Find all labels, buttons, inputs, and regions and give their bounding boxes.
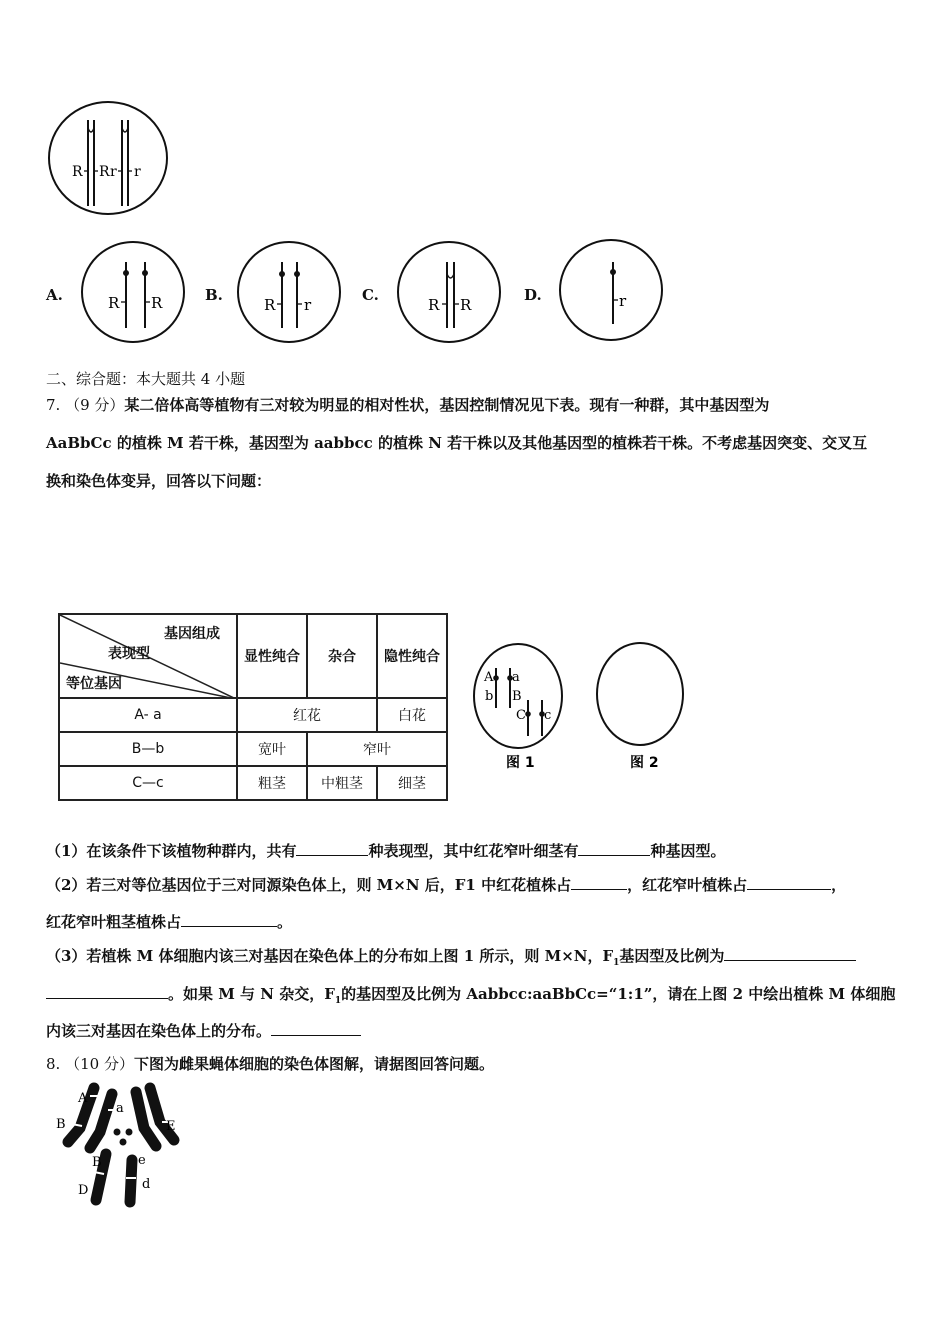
q7-part3-sub1: 1 <box>613 958 620 968</box>
row-c-thick: 粗茎 <box>237 766 307 800</box>
fig2-caption: 图 2 <box>630 755 659 771</box>
q8-label-B-top: B <box>56 1117 66 1132</box>
q8-label-a: a <box>116 1101 124 1116</box>
blank-drawing-answer[interactable] <box>271 1020 361 1036</box>
header-phenotype: 表现型 <box>108 646 150 662</box>
option-d-cell[interactable] <box>556 236 668 344</box>
q7-part2-d: 红花窄叶粗茎植株占 <box>46 913 182 931</box>
q7-part3-c: 。如果 M 与 N 杂交，F <box>168 985 335 1003</box>
row-c-gene: C—c <box>59 766 237 800</box>
fig1-caption: 图 1 <box>506 755 535 771</box>
blank-f1-genotype-2[interactable] <box>46 983 168 999</box>
row-b-gene: B—b <box>59 732 237 766</box>
figure-1-cell <box>470 640 566 780</box>
q7-part3-d: 的基因型及比例为 Aabbcc:aaBbCc=“1:1”，请在上图 2 中绘出植株 M 体细胞 <box>341 985 896 1003</box>
q7-stem-line2: AaBbCc 的植株 M 若干株，基因型为 aabbcc 的植株 N 若干株以及其他基因型的植株若干株。不考虑基因突变、交叉互 <box>46 434 868 452</box>
q7-part3-b: 基因型及比例为 <box>619 947 725 965</box>
option-a-letter[interactable]: A. <box>46 286 63 304</box>
fruitfly-chromosome-figure <box>50 1082 200 1212</box>
q8-label-d: d <box>142 1177 151 1192</box>
table-header-diagonal <box>59 614 237 698</box>
figure-2-cell[interactable] <box>592 640 688 780</box>
blank-f1-genotype-1[interactable] <box>724 945 856 961</box>
q7-part2-b: ，红花窄叶植株占 <box>627 876 748 894</box>
q7-part2-line1 <box>46 874 846 895</box>
option-b-letter[interactable]: B. <box>205 286 223 304</box>
row-b-wide: 宽叶 <box>237 732 307 766</box>
q7-number: 7. <box>46 396 61 414</box>
col-dominant-homozygous: 显性纯合 <box>237 614 307 698</box>
col-heterozygous: 杂合 <box>307 614 377 698</box>
option-a-cell[interactable] <box>78 238 190 346</box>
fig1-label-C: C <box>516 708 526 723</box>
option-b-label-1: R <box>264 296 276 314</box>
option-a-label-2: R <box>151 294 163 312</box>
blank-red-narrow-ratio[interactable] <box>747 874 831 890</box>
row-b-narrow: 窄叶 <box>307 732 447 766</box>
row-c-thin: 细茎 <box>377 766 447 800</box>
header-allele: 等位基因 <box>66 676 122 692</box>
fig1-label-a: a <box>512 670 520 685</box>
blank-red-ratio[interactable] <box>571 874 627 890</box>
top-label-4: r <box>134 164 141 180</box>
option-d-label-1: r <box>619 292 627 310</box>
option-a-label-1: R <box>108 294 120 312</box>
q8-stem <box>46 1054 494 1074</box>
q7-stem-line3: 换和染色体变异，回答以下问题： <box>46 472 272 490</box>
fig1-label-b: b <box>485 689 494 704</box>
q8-label-e: e <box>138 1153 146 1168</box>
q8-stem-text: 下图为雌果蝇体细胞的染色体图解，请据图回答问题。 <box>133 1055 494 1073</box>
q8-label-B-mid: B <box>92 1155 102 1170</box>
top-cell-figure <box>44 98 174 220</box>
fig1-label-B: B <box>512 689 522 704</box>
option-d-letter[interactable]: D. <box>524 286 542 304</box>
q7-part1-b: 种表现型，其中红花窄叶细茎有 <box>368 842 579 860</box>
fig1-label-A: A <box>484 670 494 685</box>
option-c-label-2: R <box>460 296 472 314</box>
q7-part3-line3 <box>46 1020 361 1041</box>
top-label-3: r <box>110 164 117 180</box>
option-b-cell[interactable] <box>234 238 346 346</box>
q7-stem-text1: 某二倍体高等植物有三对较为明显的相对性状，基因控制情况见下表。现有一种群，其中基因型为 <box>124 396 770 414</box>
row-a-white: 白花 <box>377 698 447 732</box>
section-heading: 二、综合题：本大题共 4 小题 <box>46 370 246 388</box>
q7-score: （9 分） <box>65 396 125 414</box>
fig1-label-c: c <box>544 708 552 723</box>
q7-part2-e: 。 <box>277 913 293 931</box>
top-label-2: R <box>99 164 110 180</box>
option-c-label-1: R <box>428 296 440 314</box>
q8-score: （10 分） <box>65 1055 134 1073</box>
q7-part1 <box>46 840 725 861</box>
gene-table <box>58 613 448 801</box>
q7-part3-a: （3）若植株 M 体细胞内该三对基因在染色体上的分布如上图 1 所示，则 M×N，F <box>46 947 614 965</box>
q7-part2-c: ， <box>831 876 847 894</box>
row-c-medium: 中粗茎 <box>307 766 377 800</box>
option-c-cell[interactable] <box>394 238 506 346</box>
col-recessive-homozygous: 隐性纯合 <box>377 614 447 698</box>
option-b-label-2: r <box>304 296 312 314</box>
q7-stem-line1 <box>46 395 769 415</box>
q7-part3-sub2: 1 <box>334 996 342 1006</box>
q7-part3-e: 内该三对基因在染色体上的分布。 <box>46 1022 272 1040</box>
blank-red-narrow-thick-ratio[interactable] <box>181 911 277 927</box>
row-a-gene: A- a <box>59 698 237 732</box>
blank-phenotype-count[interactable] <box>296 840 368 856</box>
q7-part3-line1 <box>46 945 856 973</box>
blank-genotype-count[interactable] <box>578 840 650 856</box>
q7-part1-a: （1）在该条件下该植物种群内，共有 <box>46 842 297 860</box>
q8-label-A: A <box>78 1091 88 1106</box>
q8-label-D: D <box>78 1183 89 1198</box>
row-a-red: 红花 <box>237 698 377 732</box>
q7-part2-a: （2）若三对等位基因位于三对同源染色体上，则 M×N 后，F1 中红花植株占 <box>46 876 572 894</box>
q7-part2-line2 <box>46 911 292 932</box>
option-c-letter[interactable]: C. <box>362 286 379 304</box>
q8-number: 8. <box>46 1055 61 1073</box>
header-gene-composition: 基因组成 <box>164 626 220 642</box>
q8-label-E: E <box>166 1119 176 1134</box>
q7-part3-line2 <box>46 983 895 1011</box>
top-label-1: R <box>72 164 83 180</box>
q7-part1-c: 种基因型。 <box>650 842 726 860</box>
